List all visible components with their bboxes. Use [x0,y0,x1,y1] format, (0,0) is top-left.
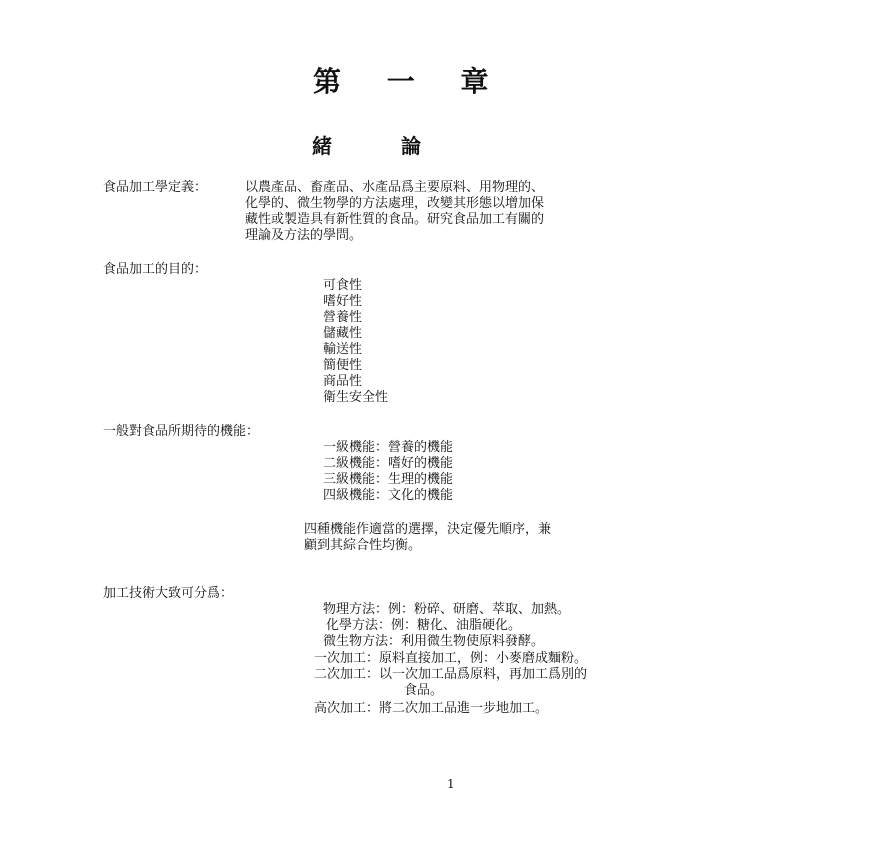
technique-item-continuation: 食品。 [404,683,444,698]
technique-item: 微生物方法：利用微生物使原料發酵。 [323,634,545,649]
technique-item: 二次加工：以一次加工品爲原料，再加工爲別的 [314,667,588,682]
purpose-item: 可食性 [323,278,363,293]
technique-item: 一次加工：原料直接加工，例：小麥磨成麵粉。 [314,651,588,666]
functions-note-line: 四種機能作適當的選擇，決定優先順序，兼 [304,522,552,537]
purpose-item: 嗜好性 [323,294,363,309]
section-title: 緒 論 [312,134,421,158]
function-item: 一級機能：營養的機能 [323,440,454,455]
purpose-item: 衛生安全性 [323,390,389,405]
functions-label: 一般對食品所期待的機能： [103,424,260,439]
function-item: 三級機能：生理的機能 [323,472,454,487]
definition-line: 藏性或製造具有新性質的食品。研究食品加工有關的 [245,212,545,227]
purposes-label: 食品加工的目的： [103,262,208,277]
definition-line: 理論及方法的學問。 [245,228,363,243]
purpose-item: 營養性 [323,310,363,325]
definition-line: 化學的、微生物學的方法處理，改變其形態以增加保 [245,196,545,211]
technique-item: 化學方法：例：糖化、油脂硬化。 [326,618,522,633]
purpose-item: 輸送性 [323,342,363,357]
purpose-item: 儲藏性 [323,326,363,341]
definition-label: 食品加工學定義： [103,180,208,195]
functions-note-line: 顧到其綜合性均衡。 [304,538,422,553]
purpose-item: 簡便性 [323,358,363,373]
function-item: 二級機能：嗜好的機能 [323,456,454,471]
purpose-item: 商品性 [323,374,363,389]
technique-item: 高次加工：將二次加工品進一步地加工。 [314,701,549,716]
function-item: 四級機能：文化的機能 [323,488,454,503]
technique-item: 物理方法：例：粉碎、研磨、萃取、加熱。 [323,602,571,617]
page-number: 1 [447,777,455,791]
definition-line: 以農產品、畜產品、水產品爲主要原料、用物理的、 [245,180,545,195]
chapter-title: 第 一 章 [313,65,507,98]
techniques-label: 加工技術大致可分爲： [103,586,234,601]
